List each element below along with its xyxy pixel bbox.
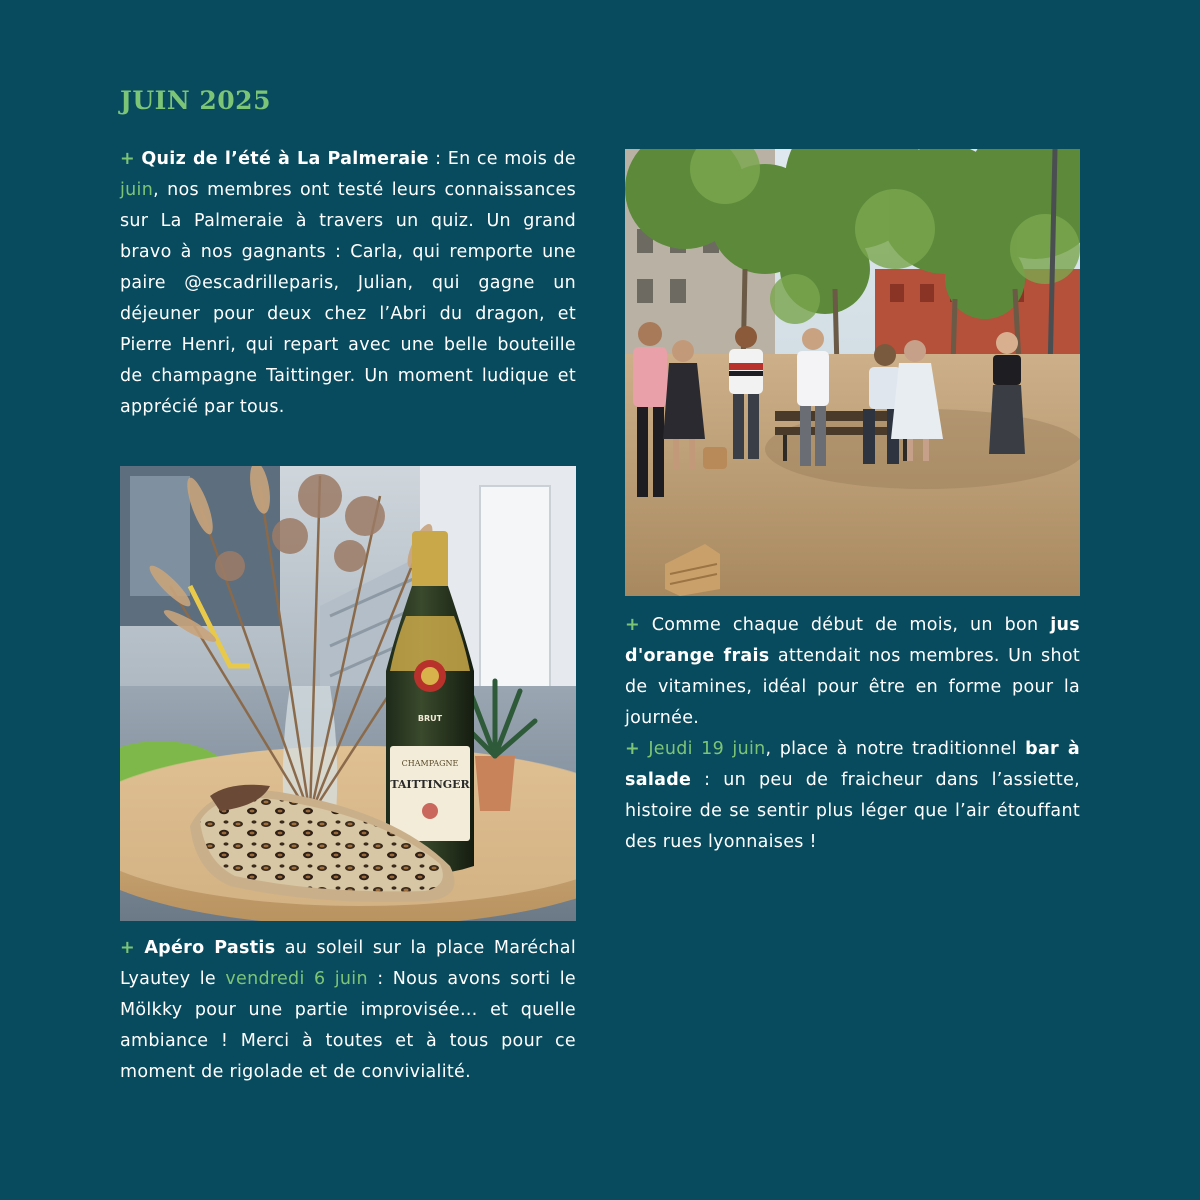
bottle-brand: TAITTINGER	[390, 778, 470, 791]
plus-icon: +	[625, 739, 640, 759]
jus-bold: jus d'orange frais	[625, 615, 1080, 666]
plus-icon: +	[120, 938, 135, 958]
apero-text-b: : Nous avons sorti le Mölkky pour une partie improvisée… et quelle ambiance ! Merci à toutes et à tous pour ce moment de rigolade et de convivialité.	[120, 969, 576, 1082]
quiz-paragraph	[120, 144, 576, 423]
apero-paragraph	[120, 933, 576, 1088]
jus-text-a: Comme chaque début de mois, un bon	[639, 615, 1051, 635]
apero-date: vendredi 6 juin	[225, 969, 368, 989]
jus-text-b: attendait nos membres. Un shot de vitamines, idéal pour être en forme pour la journée.	[625, 646, 1081, 728]
salade-text-b: : un peu de fraicheur dans l’assiette, histoire de se sentir plus léger que l’air étouffant des rues lyonnaises !	[625, 770, 1080, 852]
page-title: JUIN 2025	[120, 86, 271, 115]
salade-date: Jeudi 19 juin	[639, 739, 766, 759]
plus-icon: +	[625, 615, 640, 635]
bottle-label-bottom: BRUT	[417, 714, 443, 723]
apero-heading: Apéro Pastis	[144, 938, 276, 958]
right-paragraph	[625, 610, 1080, 858]
group-photo-illustration	[625, 149, 1080, 596]
salade-text-a: , place à notre traditionnel	[765, 739, 1026, 759]
bottle-label-top: CHAMPAGNE	[401, 759, 459, 768]
champagne-photo-illustration	[120, 466, 576, 921]
quiz-text-b: , nos membres ont testé leurs connaissances sur La Palmeraie à travers un quiz. Un grand bravo à nos gagnants : Carla, qui remporte une paire @escadrilleparis, Julian, qui gagne un déjeuner pour deux chez l’Abri du dragon, et Pierre Henri, qui repart avec une belle bouteille de champagne Taittinger. Un moment ludique et apprécié par tous.	[120, 180, 576, 417]
champagne-photo	[120, 466, 576, 921]
molkky-group-photo	[625, 149, 1080, 596]
salade-bold: bar à salade	[625, 739, 1080, 790]
plus-icon: +	[120, 149, 135, 169]
quiz-text-a: : En ce mois de	[428, 149, 576, 169]
quiz-month: juin	[120, 180, 154, 200]
quiz-heading: Quiz de l’été à La Palmeraie	[141, 149, 429, 169]
apero-text-a: au soleil sur la place Maréchal Lyautey le	[120, 938, 576, 989]
